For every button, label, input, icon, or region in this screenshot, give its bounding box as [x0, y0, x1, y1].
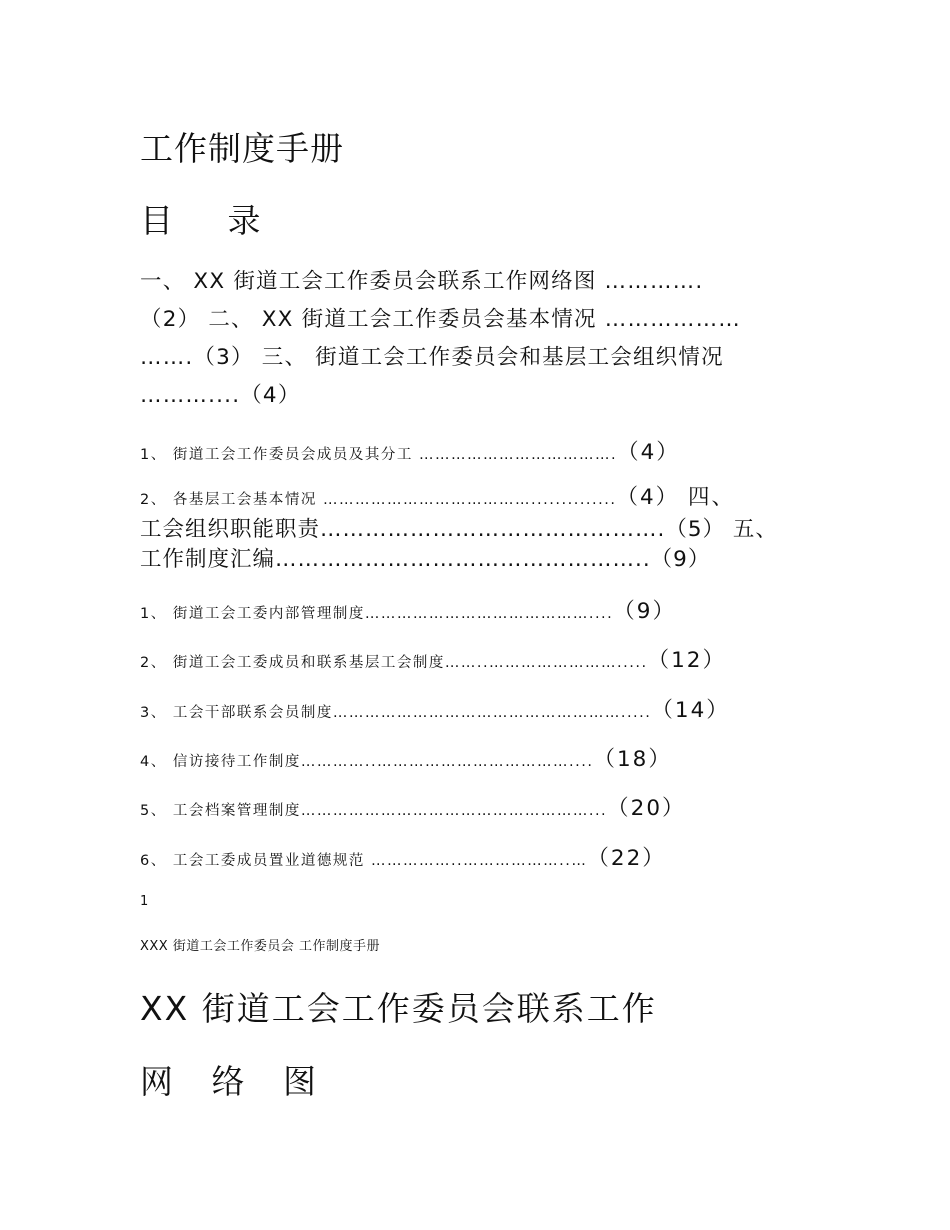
toc-entry-page: （9） [613, 599, 676, 624]
toc-entry-page: （14） [651, 698, 730, 723]
section-title: XX 街道工会工作委员会联系工作 [140, 989, 657, 1028]
toc-entry-text: 2、 街道工会工委成员和联系基层工会制度……..……………………..... [140, 655, 648, 671]
toc-block-2 [140, 483, 778, 575]
toc-entry [140, 693, 730, 724]
toc-entry [140, 483, 778, 515]
page-number: 1 [140, 894, 149, 909]
toc-entry [140, 841, 666, 872]
toc-entry-page: （4） 四、 [616, 485, 735, 510]
toc-line: 工作制度汇编…………………………………………..（9） [140, 547, 711, 572]
toc-entry [140, 435, 680, 466]
toc-entry-page: （4） [617, 440, 680, 465]
toc-block-1 [140, 263, 741, 415]
toc-entry [140, 594, 676, 625]
toc-entry-text: 5、 工会档案管理制度………………………………………………... [140, 803, 608, 819]
toc-entry-page: （22） [587, 846, 666, 871]
toc-entry-text: 3、 工会干部联系会员制度………………………………………………..... [140, 705, 652, 721]
toc-heading: 目 录 [140, 201, 283, 240]
toc-entry [140, 742, 672, 773]
toc-entry-text: 2、 各基层工会基本情况 ………………………………….............. [140, 492, 617, 508]
document-title: 工作制度手册 [140, 129, 344, 168]
toc-entry-page: （18） [593, 747, 672, 772]
toc-line: …….（3） 三、 街道工会工作委员会和基层工会组织情况 [140, 345, 724, 370]
toc-line: 一、 XX 街道工会工作委员会联系工作网络图 …………. [140, 269, 704, 294]
running-header: XXX 街道工会工作委员会 工作制度手册 [140, 939, 380, 954]
toc-entry-text: 6、 工会工委成员置业道德规范 ……………..………………..… [140, 853, 588, 869]
toc-entry-text: 1、 街道工会工作委员会成员及其分工 ………………………………. [140, 447, 618, 463]
section-title-continued: 网 络 图 [140, 1062, 330, 1101]
toc-entry-page: （20） [607, 796, 686, 821]
toc-entry-text: 4、 信访接待工作制度…………..……………………………….... [140, 754, 594, 770]
toc-entry-text: 1、 街道工会工委内部管理制度…………………………………….... [140, 606, 614, 622]
toc-line: （2） 二、 XX 街道工会工作委员会基本情况 ……………… [140, 307, 741, 332]
toc-line: 工会组织职能职责……………………………………….（5） 五、 [140, 517, 778, 542]
toc-entry [140, 791, 686, 822]
toc-line: ………....（4） [140, 383, 301, 408]
toc-entry-page: （12） [647, 648, 726, 673]
toc-entry [140, 643, 726, 674]
